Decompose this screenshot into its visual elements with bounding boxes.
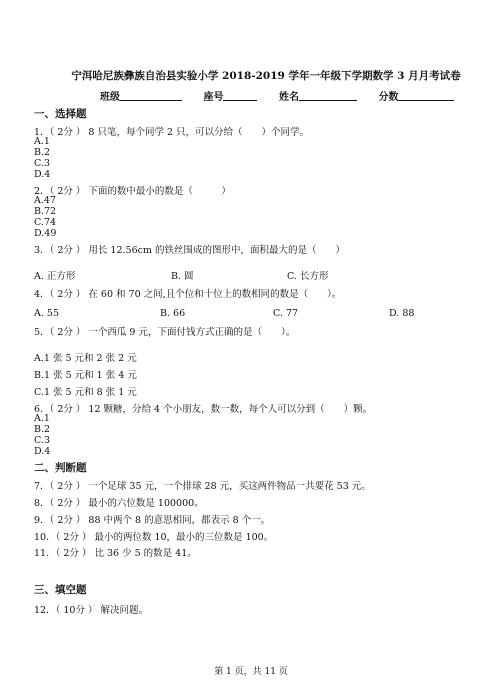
section-heading-choice: 一、选择题 (34, 108, 87, 120)
q5-option-c: C.1 张 5 元和 8 张 1 元 (34, 387, 137, 398)
page-footer: 第 1 页，共 11 页 (214, 667, 288, 677)
q6-option-c: C.3 (34, 435, 50, 446)
page-title: 宁洱哈尼族彝族自治县实验小学 2018-2019 学年一年级下学期数学 3 月月考试卷 (71, 70, 461, 82)
question-6: 6．（ 2分 ） 12 颗糖，分给 4 个小朋友，数一数，每个人可以分到（ ）颗。 (34, 404, 373, 415)
question-5: 5．（ 2分 ） 一个西瓜 9 元，下面付钱方式正确的是（ ）。 (34, 327, 296, 338)
q3-option-a: A. 正方形 (34, 271, 76, 282)
score-blank[interactable] (398, 90, 454, 101)
q3-option-b: B. 圆 (171, 271, 194, 282)
section-heading-judge: 二、判断题 (34, 462, 87, 474)
field-score: 分数 (378, 92, 454, 103)
q6-option-d: D.4 (34, 446, 51, 457)
q1-option-c: C.3 (34, 158, 50, 169)
q2-option-d: D.49 (34, 228, 57, 239)
section-heading-fill: 三、填空题 (34, 584, 87, 596)
question-1: 1．（ 2分 ） 8 只笔，每个同学 2 只，可以分给（ ）个同学。 (34, 127, 310, 138)
q1-option-d: D.4 (34, 169, 51, 180)
question-3: 3．（ 2分 ） 用长 12.56cm 的铁丝围成的图形中，面积最大的是（ ） (34, 245, 345, 256)
q1-option-b: B.2 (34, 147, 51, 158)
q6-option-a: A.1 (34, 413, 50, 424)
q2-option-c: C.74 (34, 217, 57, 228)
q3-option-c: C. 长方形 (287, 271, 329, 282)
question-2: 2．（ 2分 ） 下面的数中最小的数是（ ） (34, 186, 231, 197)
seat-blank[interactable] (223, 90, 257, 101)
class-blank[interactable] (120, 90, 182, 101)
q4-option-d: D. 88 (389, 308, 415, 319)
field-class: 班级 (100, 92, 182, 103)
q4-option-a: A. 55 (34, 308, 59, 319)
q4-option-b: B. 66 (160, 308, 186, 319)
name-blank[interactable] (299, 90, 357, 101)
student-info-line (100, 88, 472, 103)
question-9: 9．（ 2分 ） 88 中两个 8 的意思相同，都表示 8 个一。 (34, 515, 271, 526)
question-8: 8．（ 2分 ） 最小的六位数是 100000。 (34, 498, 204, 509)
q4-option-c: C. 77 (273, 308, 299, 319)
question-11: 11．（ 2分 ） 比 36 少 5 的数是 41。 (34, 548, 197, 559)
q2-option-a: A.47 (34, 195, 56, 206)
field-name: 姓名 (279, 92, 357, 103)
q5-option-a: A.1 张 5 元和 2 张 2 元 (34, 353, 137, 364)
question-12: 12．（ 10分 ） 解决问题。 (34, 605, 148, 616)
question-10: 10．（ 2分 ） 最小的两位数 10，最小的三位数是 100。 (34, 532, 274, 543)
q5-option-b: B.1 张 5 元和 1 张 4 元 (34, 370, 137, 381)
question-4: 4．（ 2分 ） 在 60 和 70 之间,且个位和十位上的数相同的数是（ ）。 (34, 289, 342, 300)
field-seat: 座号 (203, 92, 257, 103)
q6-option-b: B.2 (34, 424, 51, 435)
q1-option-a: A.1 (34, 136, 50, 147)
q2-option-b: B.72 (34, 206, 57, 217)
question-7: 7．（ 2分 ） 一个足球 35 元，一个排球 28 元，买这两件物品一共要花 53 元。 (34, 481, 371, 492)
